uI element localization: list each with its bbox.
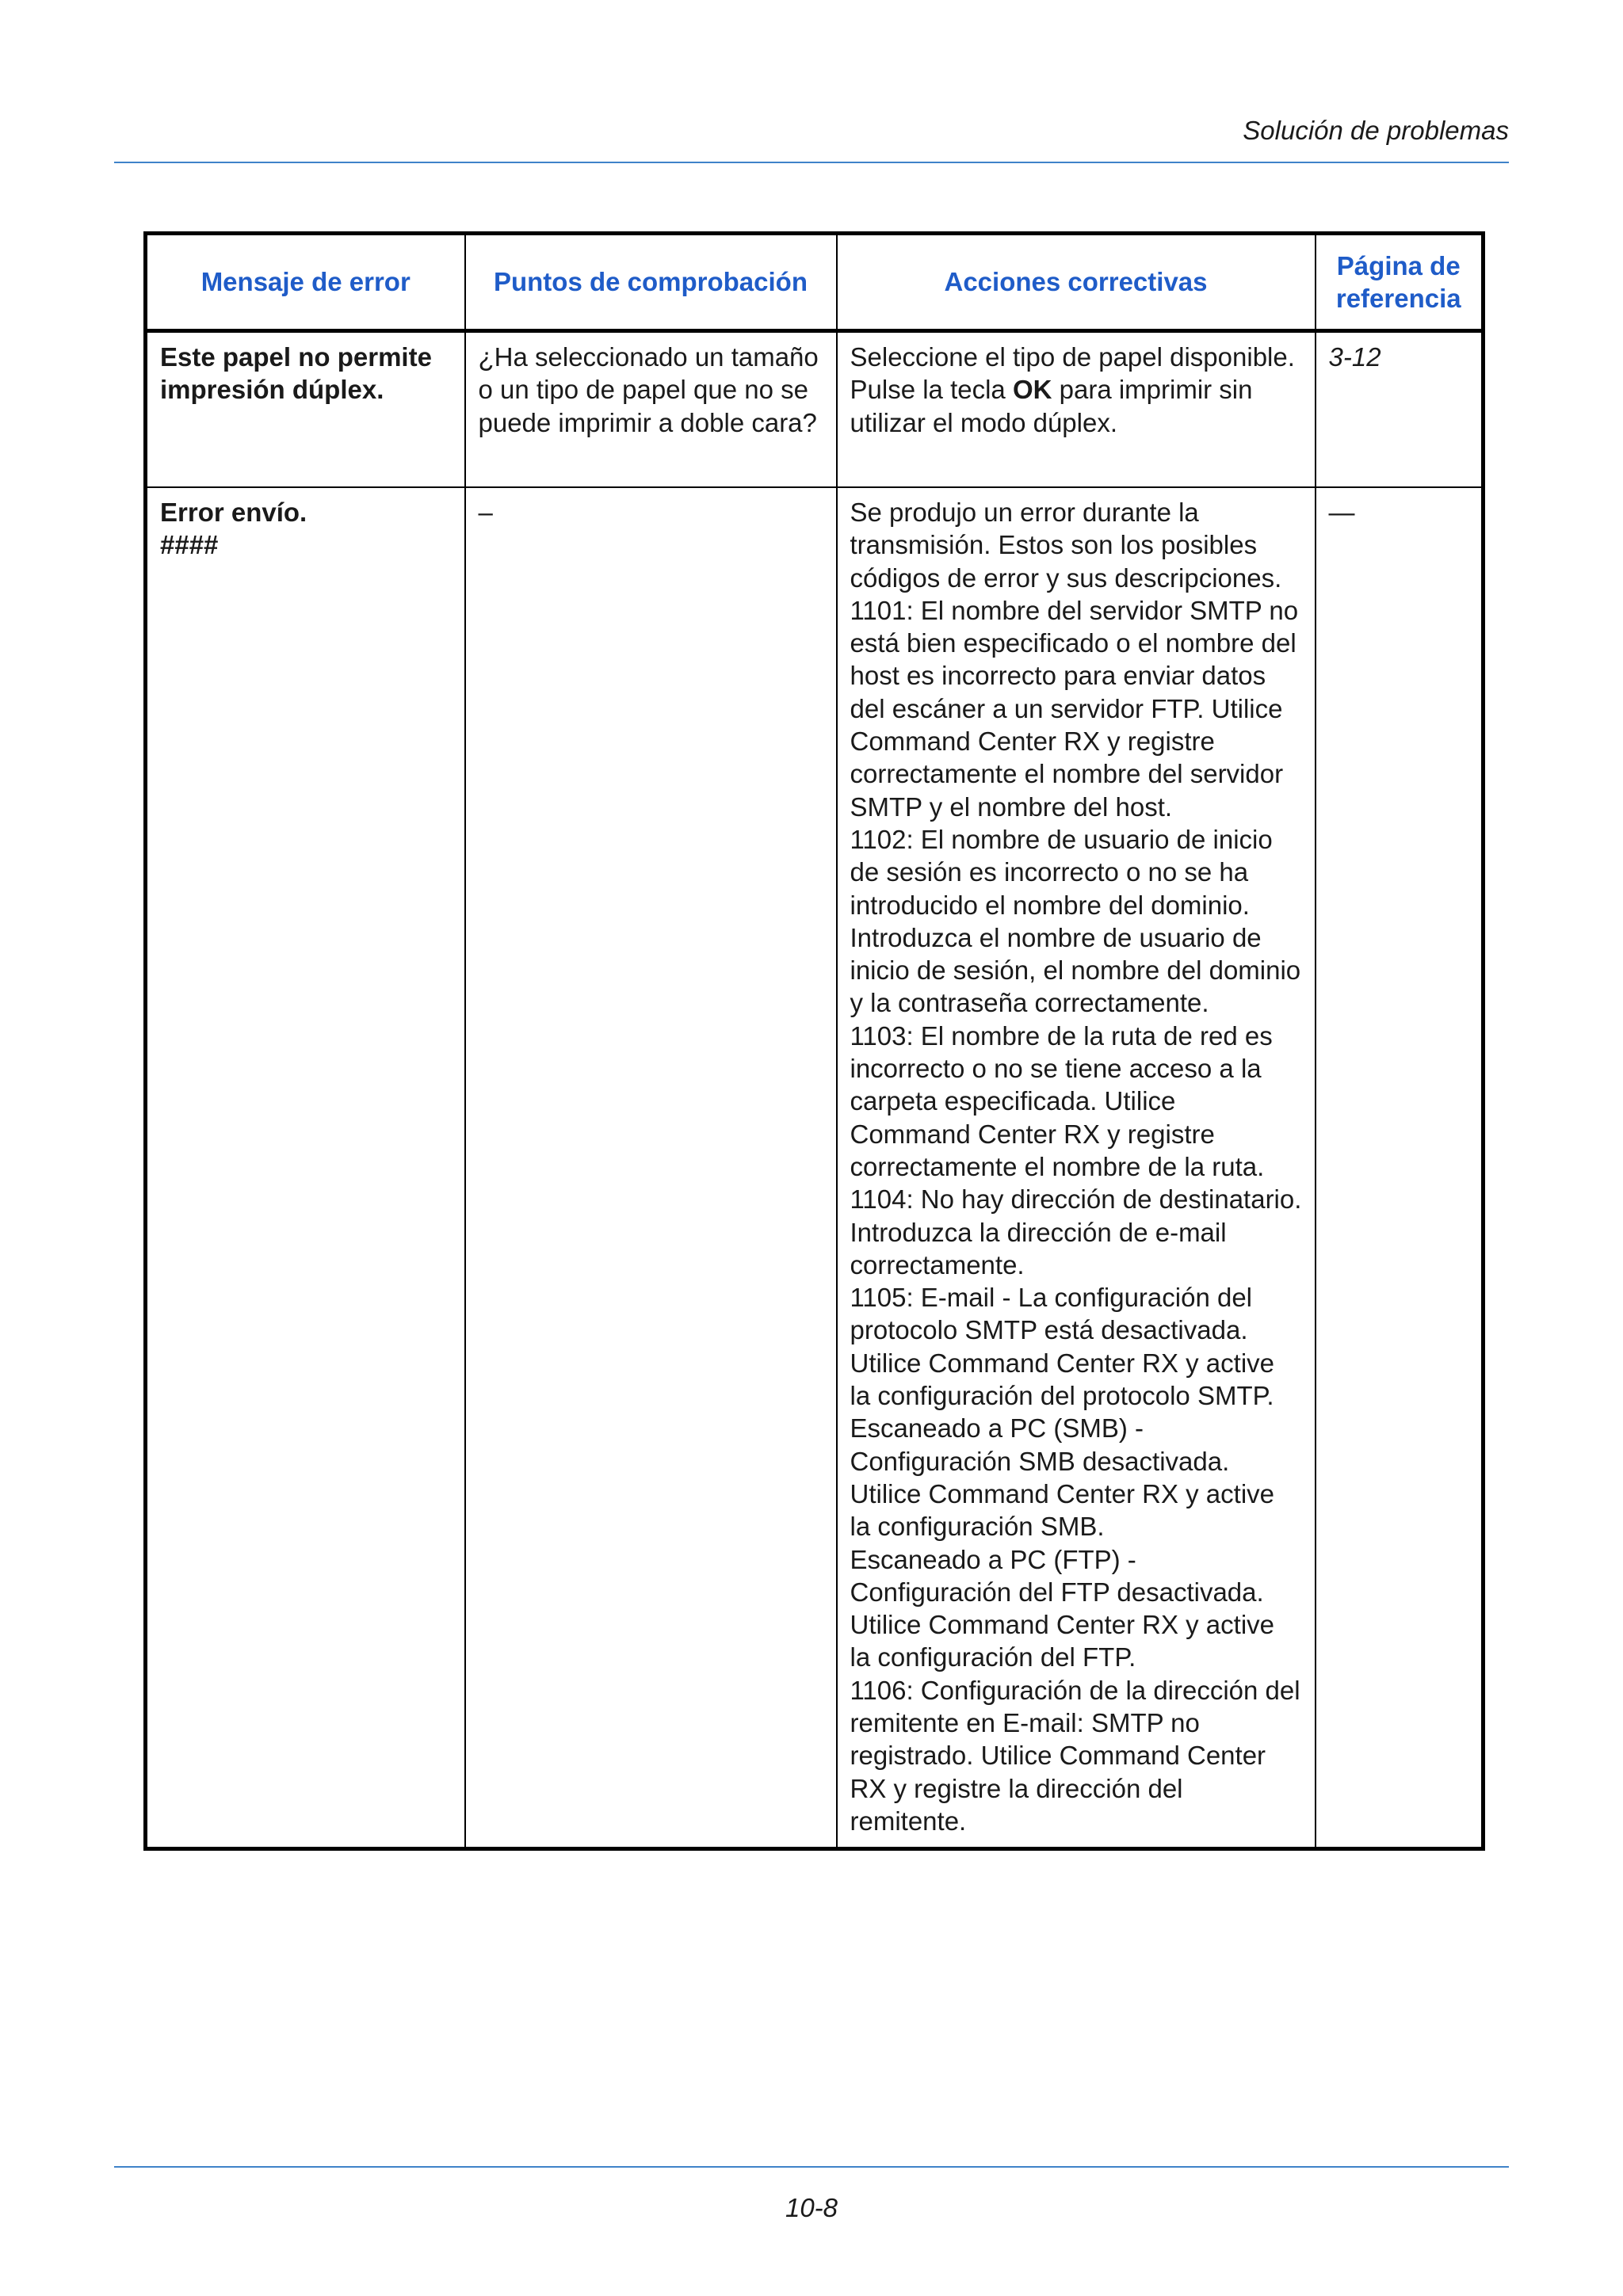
footer-rule <box>114 2166 1509 2168</box>
action-paragraph: Se produjo un error durante la transmisión. Estos son los posibles códigos de error y sus descripciones. <box>850 498 1282 593</box>
corrective-action-cell <box>837 487 1316 1849</box>
action-paragraph: 1102: El nombre de usuario de inicio de sesión es incorrecto o no se ha introducido el nombre del dominio. Introduzca el nombre de usuario de inicio de sesión, el nombre del dominio y la contraseña correctamente. <box>850 824 1301 1018</box>
action-paragraph: 1101: El nombre del servidor SMTP no está bien especificado o el nombre del host es incorrecto para enviar datos del escáner a un servidor FTP. Utilice Command Center RX y registre correctamente el nombre del servidor SMTP y el nombre del host. <box>850 595 1299 822</box>
error-message-cell <box>146 487 465 1849</box>
ok-key-label: OK <box>1012 375 1052 405</box>
action-paragraph: 1103: El nombre de la ruta de red es incorrecto o no se tiene acceso a la carpeta especificada. Utilice Command Center RX y registre correctamente el nombre de la ruta. <box>850 1020 1273 1181</box>
action-paragraph: Escaneado a PC (SMB) - Configuración SMB desactivada. Utilice Command Center RX y active la configuración SMB. <box>850 1413 1275 1542</box>
column-header-corrective-actions: Acciones correctivas <box>837 234 1316 331</box>
action-text: para imprimir sin utilizar el modo dúplex. <box>850 375 1253 437</box>
column-header-reference-page: Página de referencia <box>1316 234 1484 331</box>
action-text: Seleccione el tipo de papel disponible. Pulse la tecla <box>850 342 1295 405</box>
header-rule <box>114 162 1509 163</box>
error-message-line: impresión dúplex. <box>160 375 384 405</box>
action-paragraph: 1105: E-mail - La configuración del protocolo SMTP está desactivada. Utilice Command Center RX y active la configuración del protocolo SMTP. <box>850 1283 1275 1411</box>
action-paragraph: 1104: No hay dirección de destinatario. Introduzca la dirección de e-mail correctamente. <box>850 1184 1302 1280</box>
table-row <box>146 331 1484 488</box>
table-row <box>146 487 1484 1849</box>
check-point-cell: – <box>465 487 837 1849</box>
action-paragraph: 1106: Configuración de la dirección del remitente en E-mail: SMTP no registrado. Utilice Command Center RX y registre la dirección del remitente. <box>850 1675 1300 1836</box>
column-header-check-points: Puntos de comprobación <box>465 234 837 331</box>
action-paragraph: Escaneado a PC (FTP) - Configuración del FTP desactivada. Utilice Command Center RX y active la configuración del FTP. <box>850 1544 1275 1672</box>
error-message-cell <box>146 331 465 488</box>
corrective-action-cell <box>837 331 1316 488</box>
error-message-line: Este papel no permite <box>160 342 432 372</box>
error-table <box>143 231 1485 1851</box>
page-number: 10-8 <box>785 2193 838 2222</box>
table-header-row <box>146 234 1484 331</box>
column-header-error-message: Mensaje de error <box>146 234 465 331</box>
error-message-line: Error envío. <box>160 498 307 527</box>
section-title: Solución de problemas <box>1243 116 1509 145</box>
check-point-cell: ¿Ha seleccionado un tamaño o un tipo de papel que no se puede imprimir a doble cara? <box>465 331 837 488</box>
reference-page-cell: 3-12 <box>1316 331 1484 488</box>
error-message-line: #### <box>160 530 219 560</box>
reference-page-cell: — <box>1316 487 1484 1849</box>
